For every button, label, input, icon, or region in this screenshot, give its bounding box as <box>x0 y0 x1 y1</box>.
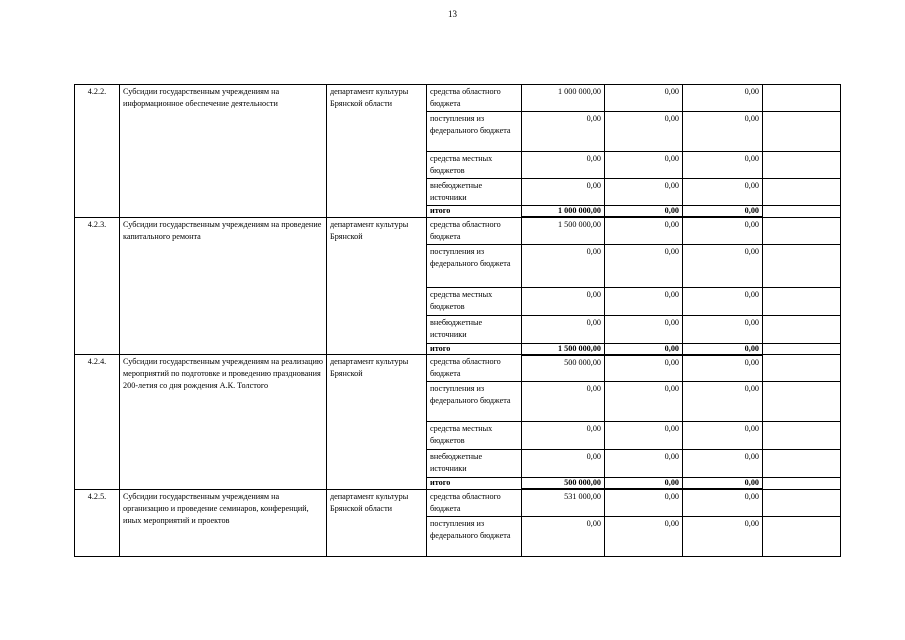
budget-table <box>74 84 841 557</box>
amount-year-1: 0,00 <box>522 244 605 287</box>
total-year-3: 0,00 <box>683 343 763 355</box>
empty-cell <box>763 516 841 556</box>
amount-year-3: 0,00 <box>683 244 763 287</box>
item-number: 4.2.3. <box>75 217 120 355</box>
amount-year-2: 0,00 <box>605 315 683 343</box>
item-executor: департамент культуры Брянской области <box>327 85 427 218</box>
item-number: 4.2.2. <box>75 85 120 218</box>
amount-year-3: 0,00 <box>683 516 763 556</box>
empty-cell <box>763 112 841 152</box>
empty-cell <box>763 85 841 112</box>
empty-cell <box>763 287 841 315</box>
total-label: итого <box>427 343 522 355</box>
empty-cell <box>763 206 841 218</box>
table-row <box>75 489 841 516</box>
amount-year-3: 0,00 <box>683 382 763 422</box>
amount-year-2: 0,00 <box>605 489 683 516</box>
budget-table-body <box>75 85 841 557</box>
amount-year-3: 0,00 <box>683 489 763 516</box>
item-executor: департамент культуры Брянской области <box>327 489 427 556</box>
amount-year-1: 1 000 000,00 <box>522 85 605 112</box>
table-row <box>75 85 841 112</box>
amount-year-3: 0,00 <box>683 112 763 152</box>
amount-year-3: 0,00 <box>683 287 763 315</box>
amount-year-1: 0,00 <box>522 152 605 179</box>
total-year-1: 1 000 000,00 <box>522 206 605 218</box>
amount-year-3: 0,00 <box>683 217 763 244</box>
amount-year-2: 0,00 <box>605 382 683 422</box>
funding-source: средства местных бюджетов <box>427 422 522 450</box>
total-year-2: 0,00 <box>605 206 683 218</box>
total-year-1: 500 000,00 <box>522 478 605 490</box>
funding-source: средства областного бюджета <box>427 489 522 516</box>
amount-year-3: 0,00 <box>683 355 763 382</box>
table-row <box>75 355 841 382</box>
item-name: Субсидии государственным учреждениям на проведение капитального ремонта <box>120 217 327 355</box>
empty-cell <box>763 343 841 355</box>
item-number: 4.2.5. <box>75 489 120 556</box>
funding-source: поступления из федерального бюджета <box>427 516 522 556</box>
empty-cell <box>763 422 841 450</box>
empty-cell <box>763 355 841 382</box>
empty-cell <box>763 152 841 179</box>
total-label: итого <box>427 206 522 218</box>
amount-year-2: 0,00 <box>605 152 683 179</box>
funding-source: внебюджетные источники <box>427 179 522 206</box>
amount-year-2: 0,00 <box>605 422 683 450</box>
funding-source: внебюджетные источники <box>427 450 522 478</box>
amount-year-3: 0,00 <box>683 422 763 450</box>
funding-source: средства областного бюджета <box>427 355 522 382</box>
item-name: Субсидии государственным учреждениям на реализацию мероприятий по подготовке и проведению празднования 200-летия со дня рождения А.К. Толстого <box>120 355 327 490</box>
amount-year-3: 0,00 <box>683 179 763 206</box>
item-name: Субсидии государственным учреждениям на информационное обеспечение деятельности <box>120 85 327 218</box>
empty-cell <box>763 179 841 206</box>
amount-year-1: 0,00 <box>522 315 605 343</box>
total-year-3: 0,00 <box>683 478 763 490</box>
amount-year-3: 0,00 <box>683 315 763 343</box>
amount-year-1: 1 500 000,00 <box>522 217 605 244</box>
amount-year-3: 0,00 <box>683 85 763 112</box>
funding-source: внебюджетные источники <box>427 315 522 343</box>
amount-year-2: 0,00 <box>605 217 683 244</box>
table-row <box>75 217 841 244</box>
empty-cell <box>763 315 841 343</box>
empty-cell <box>763 244 841 287</box>
total-year-2: 0,00 <box>605 343 683 355</box>
empty-cell <box>763 489 841 516</box>
amount-year-3: 0,00 <box>683 152 763 179</box>
funding-source: поступления из федерального бюджета <box>427 112 522 152</box>
amount-year-2: 0,00 <box>605 287 683 315</box>
funding-source: средства областного бюджета <box>427 217 522 244</box>
amount-year-1: 0,00 <box>522 422 605 450</box>
funding-source: средства местных бюджетов <box>427 287 522 315</box>
amount-year-2: 0,00 <box>605 179 683 206</box>
amount-year-2: 0,00 <box>605 355 683 382</box>
empty-cell <box>763 450 841 478</box>
total-label: итого <box>427 478 522 490</box>
amount-year-2: 0,00 <box>605 450 683 478</box>
amount-year-1: 0,00 <box>522 450 605 478</box>
empty-cell <box>763 382 841 422</box>
total-year-1: 1 500 000,00 <box>522 343 605 355</box>
page-number: 13 <box>448 9 457 19</box>
item-executor: департамент культуры Брянской <box>327 217 427 355</box>
item-name: Субсидии государственным учреждениям на организацию и проведение семинаров, конференций, иных мероприятий и проектов <box>120 489 327 556</box>
amount-year-1: 531 000,00 <box>522 489 605 516</box>
funding-source: средства областного бюджета <box>427 85 522 112</box>
amount-year-1: 0,00 <box>522 179 605 206</box>
amount-year-2: 0,00 <box>605 85 683 112</box>
funding-source: поступления из федерального бюджета <box>427 382 522 422</box>
amount-year-2: 0,00 <box>605 112 683 152</box>
total-year-3: 0,00 <box>683 206 763 218</box>
amount-year-1: 0,00 <box>522 516 605 556</box>
item-executor: департамент культуры Брянской <box>327 355 427 490</box>
amount-year-2: 0,00 <box>605 516 683 556</box>
amount-year-1: 500 000,00 <box>522 355 605 382</box>
total-year-2: 0,00 <box>605 478 683 490</box>
amount-year-1: 0,00 <box>522 287 605 315</box>
amount-year-1: 0,00 <box>522 112 605 152</box>
amount-year-3: 0,00 <box>683 450 763 478</box>
amount-year-2: 0,00 <box>605 244 683 287</box>
empty-cell <box>763 478 841 490</box>
item-number: 4.2.4. <box>75 355 120 490</box>
amount-year-1: 0,00 <box>522 382 605 422</box>
empty-cell <box>763 217 841 244</box>
funding-source: поступления из федерального бюджета <box>427 244 522 287</box>
funding-source: средства местных бюджетов <box>427 152 522 179</box>
